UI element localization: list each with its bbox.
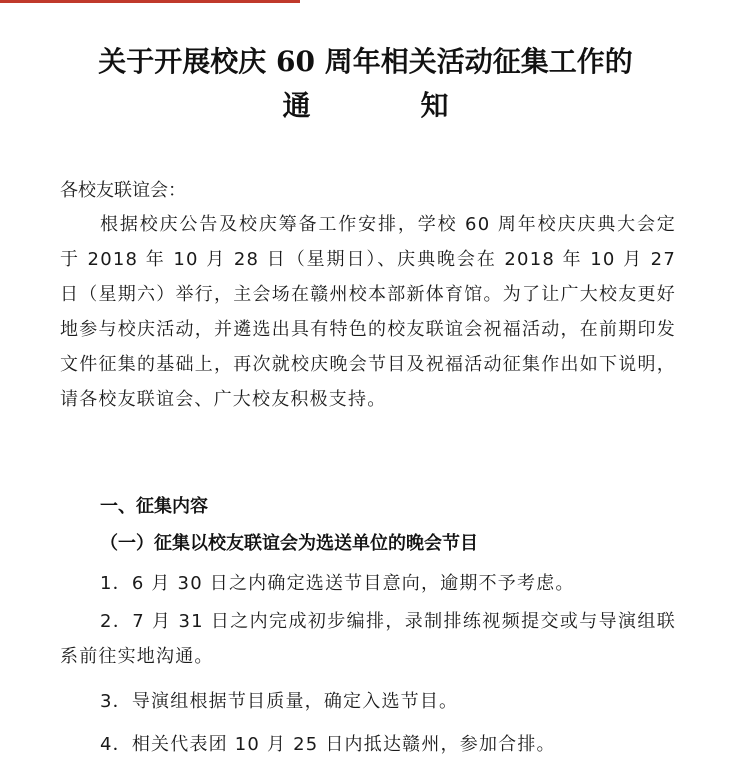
subsection-heading: （一）征集以校友联谊会为选送单位的晚会节目 xyxy=(100,533,478,554)
salutation: 各校友联谊会： xyxy=(60,180,186,201)
document-title-line-2 xyxy=(0,88,731,124)
list-item: 4．相关代表团 10 月 25 日内抵达赣州，参加合排。 xyxy=(100,734,556,755)
list-item: 3．导演组根据节目质量，确定入选节目。 xyxy=(100,691,459,712)
title-char-zhi: 知 xyxy=(420,89,449,122)
title-char-tong: 通 xyxy=(282,89,311,122)
list-item: 1．6 月 30 日之内确定选送节目意向，逾期不予考虑。 xyxy=(100,573,575,594)
body-paragraph: 根据校庆公告及校庆筹备工作安排，学校 60 周年校庆庆典大会定于 2018 年 10 月 28 日（星期日）、庆典晚会在 2018 年 10 月 27 日（星期六）举行，主会场在赣州校本部新体育馆。为了让广大校友更好地参与校庆活动，并遴选出具有特色的校友联谊会祝福活动，在前期印发文件征集的基础上，再次就校庆晚会节目及祝福活动征集作出如下说明，请各校友联谊会、广大校友积极支持。 xyxy=(60,214,676,410)
list-item: 2．7 月 31 日之内完成初步编排，录制排练视频提交或与导演组联系前往实地沟通。 xyxy=(60,611,676,667)
document-title-line-1: 关于开展校庆 60 周年相关活动征集工作的 xyxy=(98,45,633,78)
section-heading: 一、征集内容 xyxy=(100,496,208,517)
